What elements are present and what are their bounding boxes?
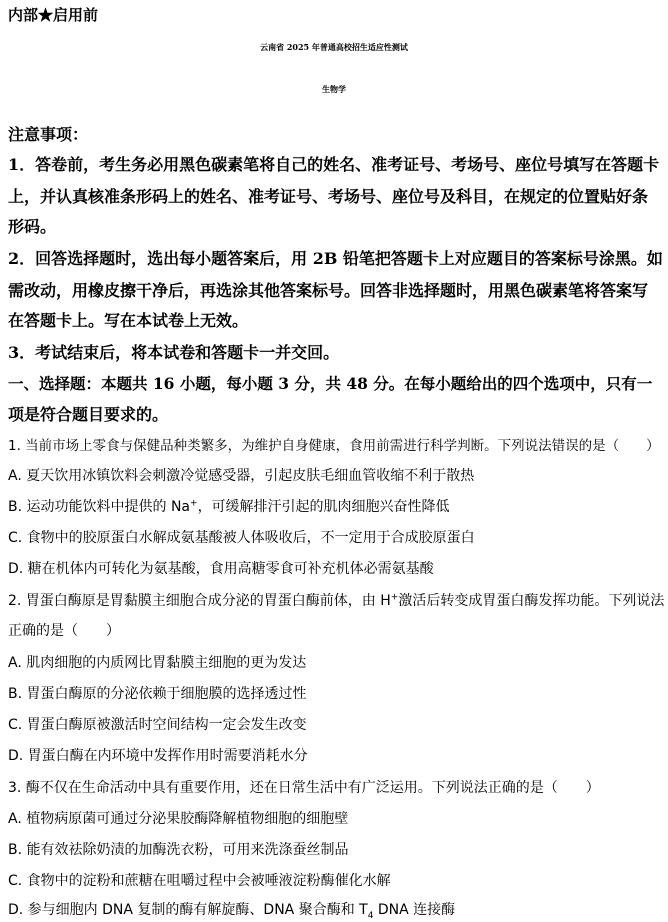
q2-option-c: C. 胃蛋白酶原被激活时空间结构一定会发生改变 (8, 717, 307, 733)
q2-option-a: A. 肌肉细胞的内质网比胃黏膜主细胞的更为发达 (8, 655, 307, 671)
q3-option-a: A. 植物病原菌可通过分泌果胶酶降解植物细胞的细胞壁 (8, 811, 349, 827)
exam-title: 云南省 2025 年普通高校招生适应性测试 (260, 42, 408, 52)
q2-stem-text: 2. 胃蛋白酶原是胃黏膜主细胞合成分泌的胃蛋白酶前体，由 H (8, 593, 391, 609)
section-heading-line-2: 项是符合题目要求的。 (8, 405, 169, 424)
q1-option-c: C. 食物中的胶原蛋白水解成氨基酸被人体吸收后，不一定用于合成胶原蛋白 (8, 530, 475, 546)
note-2-line-2: 需改动，用橡皮擦干净后，再选涂其他答案标号。回答非选择题时，用黑色碳素笔将答案写 (8, 281, 649, 300)
note-1-line-3: 形码。 (8, 217, 57, 236)
confidential-stamp: 内部★启用前 (8, 6, 99, 24)
q3-stem: 3. 酶不仅在生命活动中具有重要作用，还在日常生活中有广泛运用。下列说法正确的是（ ） (8, 780, 600, 796)
q2-stem-line-1 (8, 590, 664, 610)
q3-option-d-text: D. 参与细胞内 DNA 复制的酶有解旋酶、DNA 聚合酶和 T (8, 902, 368, 918)
q1-option-b-text: B. 运动功能饮料中提供的 Na (8, 499, 191, 515)
q3-option-b: B. 能有效祛除奶渍的加酶洗衣粉，可用来洗涤蚕丝制品 (8, 842, 349, 858)
q1-option-b-sup: + (190, 498, 198, 509)
q1-option-d: D. 糖在机体内可转化为氨基酸，食用高糖零食可补充机体必需氨基酸 (8, 561, 434, 577)
notes-heading: 注意事项： (8, 125, 89, 144)
q2-stem-text-2: 激活后转变成胃蛋白酶发挥功能。下列说法 (398, 593, 665, 609)
note-1-line-1: 1．答卷前，考生务必用黑色碳素笔将自己的姓名、准考证号、考场号、座位号填写在答题卡 (8, 155, 660, 174)
section-heading-line-1: 一、选择题：本题共 16 小题，每小题 3 分，共 48 分。在每小题给出的四个选项中，只有一 (8, 374, 653, 393)
note-2-line-1: 2．回答选择题时，选出每小题答案后，用 2B 铅笔把答题卡上对应题目的答案标号涂黑。如 (8, 249, 663, 268)
q2-option-b: B. 胃蛋白酶原的分泌依赖于细胞膜的选择透过性 (8, 686, 307, 702)
note-2-line-3: 在答题卡上。写在本试卷上无效。 (8, 311, 249, 330)
q3-option-d-text-2: DNA 连接酶 (373, 902, 456, 918)
q3-option-d-sub: 4 (367, 910, 374, 921)
q2-option-d: D. 胃蛋白酶在内环境中发挥作用时需要消耗水分 (8, 748, 308, 764)
q2-stem-line-2: 正确的是（ ） (8, 623, 120, 639)
q2-stem-sup: + (390, 592, 399, 603)
q1-stem: 1. 当前市场上零食与保健品种类繁多，为维护自身健康，食用前需进行科学判断。下列说法错误的是（ ） (8, 438, 660, 454)
q1-option-a: A. 夏天饮用冰镇饮料会刺激冷觉感受器，引起皮肤毛细血管收缩不利于散热 (8, 468, 475, 484)
note-1-line-2: 上，并认真核准条形码上的姓名、准考证号、考场号、座位号及科目，在规定的位置贴好条 (8, 187, 649, 206)
subject-title: 生物学 (322, 84, 346, 94)
note-3: 3．考试结束后，将本试卷和答题卡一并交回。 (8, 343, 340, 362)
q3-option-d (8, 899, 455, 921)
q3-option-c: C. 食物中的淀粉和蔗糖在咀嚼过程中会被唾液淀粉酶催化水解 (8, 873, 391, 889)
q1-option-b-text-2: ，可缓解排汗引起的肌肉细胞兴奋性降低 (197, 499, 450, 515)
q1-option-b (8, 496, 450, 516)
